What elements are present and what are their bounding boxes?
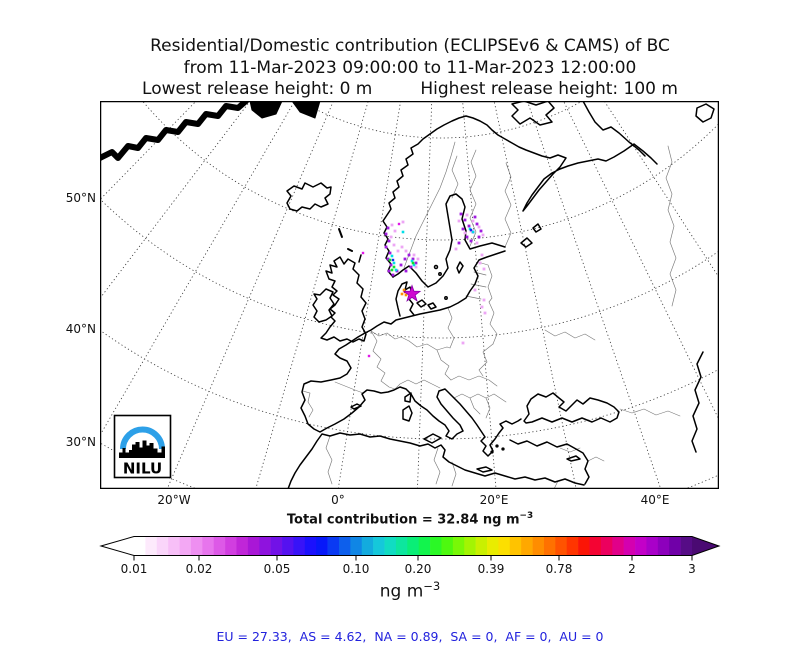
lowest-release-height: Lowest release height: 0 m — [142, 79, 373, 99]
colorbar-segment — [510, 537, 522, 556]
colorbar-segment — [578, 537, 590, 556]
nilu-logo-text: NILU — [122, 459, 163, 478]
colorbar-segment — [350, 537, 362, 556]
plume-cell-pale-magenta — [464, 232, 467, 235]
plume-cell-pale-magenta — [483, 299, 486, 302]
plume-cell-violet — [408, 254, 411, 257]
plume-cell-pale-magenta — [482, 234, 485, 237]
plume-cell-violet — [468, 225, 471, 228]
colorbar-segment — [225, 537, 237, 556]
plume-cell-pale-magenta — [474, 289, 477, 292]
colorbar-segment — [498, 537, 510, 556]
plume-cell-cyan — [395, 269, 398, 272]
plume-cell-violet — [400, 264, 403, 267]
plume-cell-pale-magenta — [472, 220, 475, 223]
colorbar-segment — [555, 537, 567, 556]
colorbar-segment — [214, 537, 226, 556]
colorbar-segment — [271, 537, 283, 556]
colorbar-segment — [669, 537, 681, 556]
plume-cell-green — [391, 269, 394, 272]
plume-cell-pale-magenta — [401, 246, 404, 249]
colorbar-segment — [407, 537, 419, 556]
plume-cell-violet — [462, 228, 465, 231]
colorbar-tick-label: 0.05 — [263, 562, 291, 576]
plume-cell-pale-magenta — [397, 250, 400, 253]
colorbar-segment — [373, 537, 385, 556]
plume-cell-pale-magenta — [455, 248, 458, 251]
colorbar-segment — [624, 537, 636, 556]
colorbar-segment — [464, 537, 476, 556]
plume-cell-pale-magenta — [483, 268, 486, 271]
latitude-label: 40°N — [65, 322, 96, 336]
colorbar-segment — [134, 537, 146, 556]
figure-subtitle: from 11-Mar-2023 09:00:00 to 11-Mar-2023 12:00:00 — [183, 58, 637, 78]
regional-contributions-label: EU = 27.33, AS = 4.62, NA = 0.89, SA = 0, AF = 0, AU = 0 — [216, 629, 604, 644]
colorbar-segment — [544, 537, 556, 556]
plume-cell-violet — [388, 240, 391, 243]
plume-cell-violet — [385, 233, 388, 236]
colorbar-segment — [487, 537, 499, 556]
plume-cell-orange — [401, 293, 404, 296]
europe-map — [100, 101, 719, 489]
plume-cell-blue — [392, 259, 394, 261]
plume-cell-violet — [466, 236, 469, 239]
plume-cell-violet — [388, 270, 391, 273]
plume-cell-pale-magenta — [462, 342, 465, 345]
colorbar-under-arrow — [101, 537, 134, 556]
plume-cell-pale-magenta — [413, 254, 416, 257]
colorbar — [90, 530, 729, 564]
colorbar-tick-label: 0.39 — [477, 562, 505, 576]
colorbar-segment — [476, 537, 488, 556]
colorbar-segment — [635, 537, 647, 556]
plume-cell-green — [412, 262, 415, 265]
plume-cell-violet — [480, 230, 483, 233]
plume-cell-cyan — [393, 262, 396, 265]
colorbar-tick-label: 0.78 — [545, 562, 573, 576]
colorbar-segment — [601, 537, 613, 556]
plume-cell-pale-magenta — [481, 306, 484, 309]
colorbar-segment — [533, 537, 545, 556]
colorbar-segment — [419, 537, 431, 556]
colorbar-segment — [316, 537, 328, 556]
nilu-logo — [115, 416, 171, 478]
plume-cell-violet — [390, 264, 393, 267]
colorbar-segment — [157, 537, 169, 556]
colorbar-segment — [385, 537, 397, 556]
plume-cell-violet — [387, 227, 390, 230]
longitude-label: 40°E — [640, 493, 670, 507]
colorbar-tick-label: 0.10 — [342, 562, 370, 576]
colorbar-segment — [328, 537, 340, 556]
plume-cell-green — [389, 259, 392, 262]
plume-cell-violet — [474, 216, 477, 219]
plume-cell-violet — [458, 242, 461, 245]
plume-cell-violet — [464, 219, 467, 222]
plume-cell-violet — [470, 240, 473, 243]
plume-cell-pale-magenta — [479, 262, 482, 265]
colorbar-segment — [590, 537, 602, 556]
colorbar-segment — [202, 537, 214, 556]
colorbar-segment — [430, 537, 442, 556]
colorbar-segment — [191, 537, 203, 556]
plume-cell-pale-magenta — [476, 242, 479, 245]
colorbar-tick-label: 3 — [688, 562, 696, 576]
highest-release-height: Highest release height: 100 m — [420, 79, 678, 99]
colorbar-segment — [453, 537, 465, 556]
plume-cell-pale-magenta — [417, 258, 420, 261]
plume-cell-violet — [476, 223, 479, 226]
plume-cell-pale-magenta — [481, 254, 484, 257]
plume-cell-pale-magenta — [405, 250, 408, 253]
plume-cell-violet — [410, 266, 413, 269]
plume-cell-violet — [460, 213, 463, 216]
colorbar-tick-label: 0.02 — [185, 562, 213, 576]
colorbar-segment — [362, 537, 374, 556]
colorbar-segment — [236, 537, 248, 556]
colorbar-segment — [282, 537, 294, 556]
colorbar-segment — [521, 537, 533, 556]
plume-cell-magenta-dots — [368, 355, 370, 357]
plume-cell-pale-magenta — [478, 226, 481, 229]
colorbar-segment — [612, 537, 624, 556]
plume-cell-magenta-dots — [398, 223, 400, 225]
colorbar-over-arrow — [692, 537, 719, 556]
plume-cell-pale-magenta — [391, 224, 394, 227]
colorbar-segment — [658, 537, 670, 556]
plume-cell-violet — [405, 270, 408, 273]
plume-cell-blue — [470, 229, 472, 231]
longitude-label: 0° — [331, 493, 345, 507]
colorbar-segment — [396, 537, 408, 556]
longitude-label: 20°E — [479, 493, 509, 507]
plume-cell-pale-magenta — [390, 236, 393, 239]
plume-cell-cyan — [391, 255, 394, 258]
colorbar-segment — [180, 537, 192, 556]
plume-cell-violet — [389, 252, 392, 255]
colorbar-segment — [293, 537, 305, 556]
plume-cell-pale-magenta — [458, 220, 461, 223]
colorbar-segment — [567, 537, 579, 556]
plume-cell-pale-magenta — [484, 312, 487, 315]
colorbar-segment — [441, 537, 453, 556]
colorbar-tick-label: 0.01 — [120, 562, 148, 576]
plume-cell-pale-magenta — [393, 244, 396, 247]
colorbar-segment — [646, 537, 658, 556]
figure-title: Residential/Domestic contribution (ECLIPSEv6 & CAMS) of BC — [150, 36, 670, 56]
colorbar-segment — [168, 537, 180, 556]
colorbar-segment — [259, 537, 271, 556]
colorbar-segment — [248, 537, 260, 556]
plume-cell-pale-magenta — [466, 214, 469, 217]
colorbar-tick-label: 0.20 — [404, 562, 432, 576]
colorbar-segment — [681, 537, 693, 556]
plume-cell-pale-magenta — [402, 221, 405, 224]
latitude-label: 50°N — [65, 191, 96, 205]
total-contribution-label: Total contribution = 32.84 ng $m^{-3}$ — [286, 511, 534, 528]
plume-cell-violet — [385, 246, 388, 249]
plume-cell-cyan — [402, 231, 405, 234]
colorbar-unit-label: ng $m^{-3}$ — [379, 579, 441, 602]
latitude-label: 30°N — [65, 435, 96, 449]
plume-cell-magenta-dots — [362, 252, 364, 254]
longitude-label: 20°W — [157, 493, 191, 507]
release-height-line — [10, 79, 800, 99]
plume-cell-green — [393, 266, 396, 269]
colorbar-segment — [305, 537, 317, 556]
colorbar-tick-label: 2 — [628, 562, 636, 576]
colorbar-segment — [145, 537, 157, 556]
plume-cell-violet — [404, 258, 407, 261]
colorbar-segment — [339, 537, 351, 556]
plume-cell-pale-magenta — [394, 230, 397, 233]
plume-cell-violet — [392, 274, 395, 277]
plume-cell-violet — [478, 236, 481, 239]
